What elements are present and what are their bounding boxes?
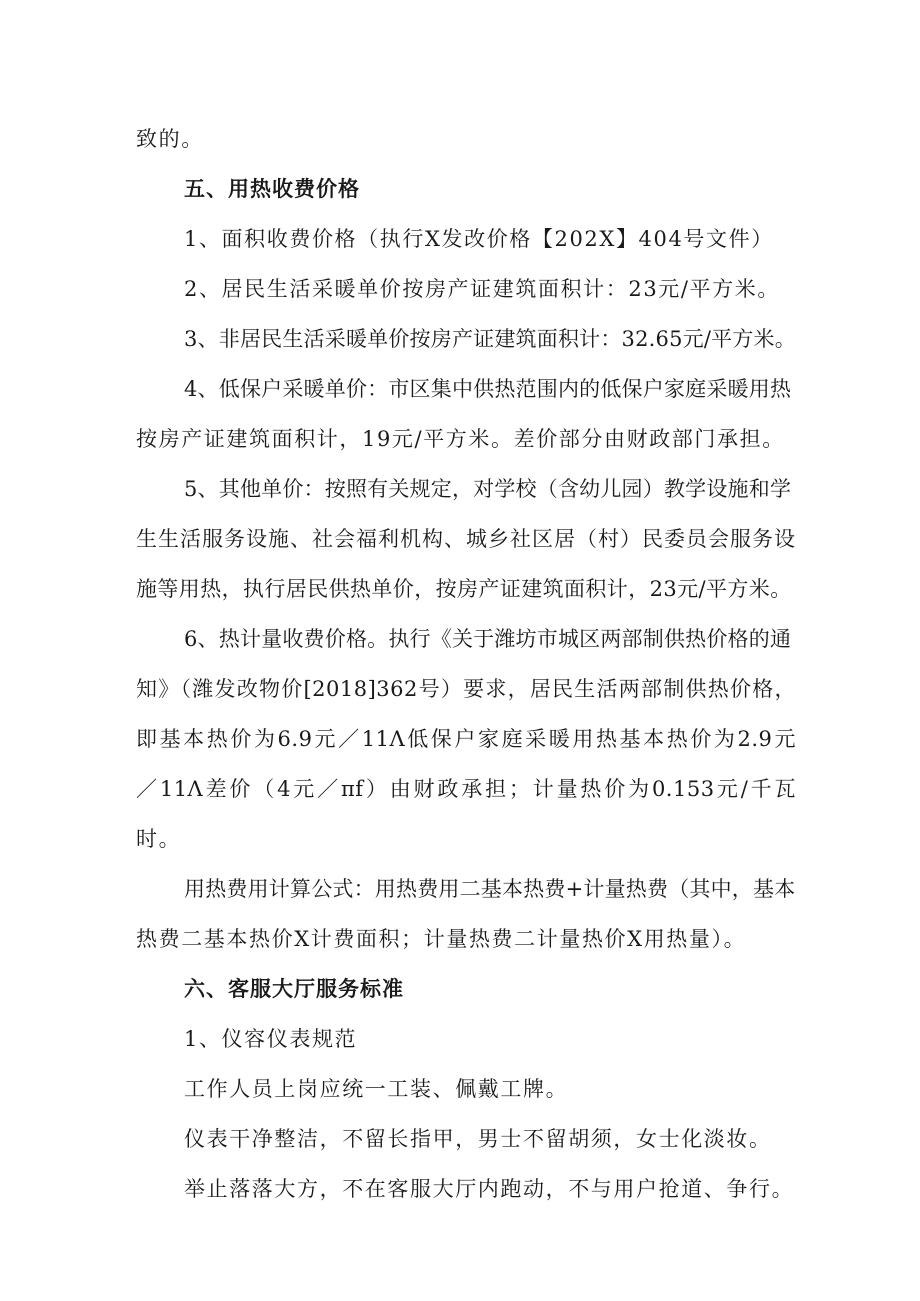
paragraph-line: ／11Λ差价（4元／πf）由财政承担；计量热价为0.153元/千瓦	[136, 777, 796, 801]
paragraph-line: 知》（潍发改物价[2018]362号）要求，居民生活两部制供热价格，	[136, 677, 796, 701]
paragraph-line: 生生活服务设施、社会福利机构、城乡社区居（村）民委员会服务设	[136, 527, 796, 551]
paragraph-line: 按房产证建筑面积计，19元/平方米。差价部分由财政部门承担。	[136, 427, 785, 451]
paragraph-line: 热费二基本热价X计费面积；计量热费二计量热价X用热量）。	[136, 927, 747, 951]
subsection-heading: 1、仪容仪表规范	[184, 1027, 358, 1051]
paragraph-line: 5、其他单价：按照有关规定，对学校（含幼儿园）教学设施和学	[184, 477, 792, 501]
paragraph-line: 4、低保户采暖单价：市区集中供热范围内的低保户家庭采暖用热	[184, 377, 792, 401]
paragraph-line: 时。	[136, 827, 182, 851]
paragraph-line: 施等用热，执行居民供热单价，按房产证建筑面积计，23元/平方米。	[136, 577, 792, 601]
paragraph-line: 仪表干净整洁，不留长指甲，男士不留胡须，女士化淡妆。	[184, 1127, 772, 1151]
paragraph-line: 2、居民生活采暖单价按房产证建筑面积计：23元/平方米。	[184, 277, 780, 301]
paragraph-line: 3、非居民生活采暖单价按房产证建筑面积计：32.65元/平方米。	[184, 327, 796, 351]
paragraph-line: 工作人员上岗应统一工装、佩戴工牌。	[184, 1077, 569, 1101]
paragraph-line: 即基本热价为6.9元／11Λ低保户家庭采暖用热基本热价为2.9元	[136, 727, 796, 751]
paragraph-line: 致的。	[136, 127, 204, 151]
section-heading-6: 六、客服大厅服务标准	[184, 977, 404, 1001]
paragraph-line: 1、面积收费价格（执行X发改价格【202X】404号文件）	[184, 227, 774, 251]
paragraph-line: 举止落落大方，不在客服大厅内跑动，不与用户抢道、争行。	[184, 1177, 795, 1201]
section-heading-5: 五、用热收费价格	[184, 177, 360, 201]
paragraph-line: 用热费用计算公式：用热费用二基本热费+计量热费（其中，基本	[184, 877, 796, 901]
paragraph-line: 6、热计量收费价格。执行《关于潍坊市城区两部制供热价格的通	[184, 627, 792, 651]
